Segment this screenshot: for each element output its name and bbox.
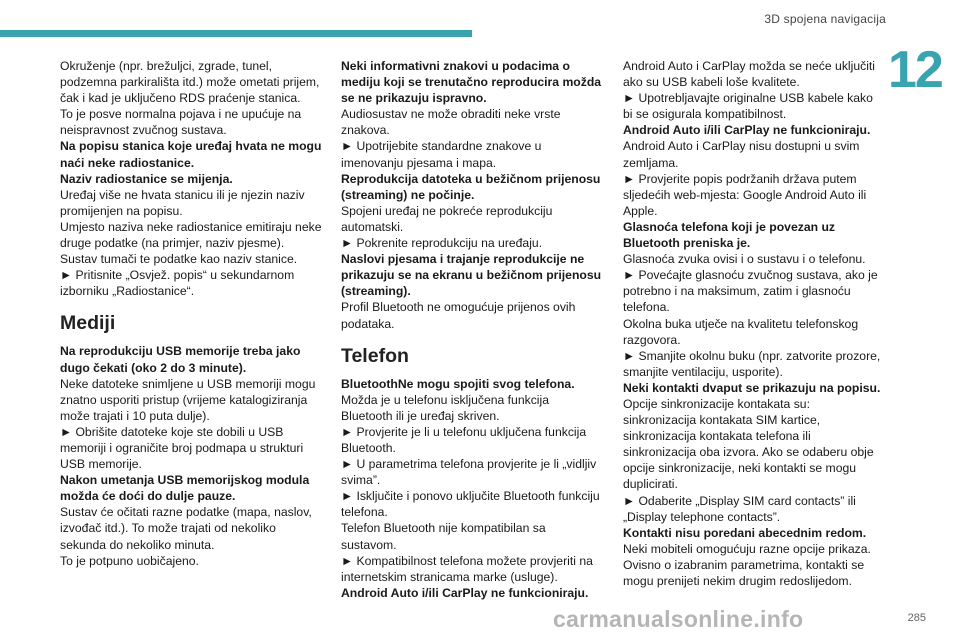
problem-heading: Neki kontakti dvaput se prikazuju na popisu. [623,380,881,395]
problem-heading: Reprodukcija datoteka u bežičnom prijenosu (streaming) ne počinje. [341,171,601,202]
body-paragraph: Neki mobiteli omogućuju razne opcije prikaza. Ovisno o izabranim parametrima, kontakti se mogu prenijeti nekim drugim redoslijedom. [623,541,871,588]
body-paragraph: ► Provjerite je li u telefonu uključena funkcija Bluetooth. [341,424,587,455]
body-paragraph: Okolna buka utječe na kvalitetu telefonskog razgovora. [623,316,859,347]
body-paragraph: ► Upotrijebite standardne znakove u imenovanju pjesama i mapa. [341,139,542,170]
section-heading: Telefon [341,344,409,367]
body-paragraph: Android Auto i CarPlay možda se neće uključiti ako su USB kabeli loše kvalitete. [623,59,876,90]
section-heading: Mediji [60,312,116,335]
section-title: 3D spojena navigacija [764,12,886,26]
watermark: carmanualsonline.info [553,606,804,632]
body-paragraph: ► Kompatibilnost telefona možete provjeriti na internetskim stranicama marke (usluge). [341,553,593,584]
body-paragraph: Telefon Bluetooth nije kompatibilan sa sustavom. [341,521,546,552]
header-accent-bar [0,30,472,37]
body-paragraph: Sustav tumači te podatke kao naziv stanice. [60,252,298,267]
body-paragraph: Možda je u telefonu isključena funkcija Bluetooth ili je uređaj skriven. [341,392,549,423]
problem-heading: Kontakti nisu poredani abecednim redom. [623,525,867,540]
body-paragraph: ► Provjerite popis podržanih država putem sljedećih web-mjesta: Google Android Auto ili Apple. [623,171,867,218]
problem-heading: Android Auto i/ili CarPlay ne funkcioniraju. [623,123,871,138]
body-paragraph: ► U parametrima telefona provjerite je li „vidljiv svima”. [341,457,597,488]
body-paragraph: ► Odaberite „Display SIM card contacts” ili „Display telephone contacts”. [623,493,856,524]
body-paragraph: Audiosustav ne može obraditi neke vrste znakova. [341,107,561,138]
problem-heading: Neki informativni znakovi u podacima o mediju koji se trenutačno reproducira možda se ne prikazuju ispravno. [341,59,602,106]
page-number: 285 [907,612,926,624]
text-column-2 [341,58,603,601]
body-paragraph: ► Obrišite datoteke koje ste dobili u USB memoriji i ograničite broj podmapa u strukturi USB memorije. [60,424,304,472]
body-paragraph: Okruženje (npr. brežuljci, zgrade, tunel, podzemna parkirališta itd.) može ometati prijem, čak i kad je uključeno RDS praćenje stanica. [60,59,320,106]
problem-heading: Glasnoća telefona koji je povezan uz Bluetooth preniska je. [623,219,835,251]
problem-heading: Naziv radiostanice se mijenja. [60,171,233,186]
problem-heading: Na popisu stanica koje uređaj hvata ne mogu naći neke radiostanice. [60,139,322,170]
problem-heading: Naslovi pjesama i trajanje reprodukcije ne prikazuju se na ekranu u bežičnom prijenosu (streaming). [341,252,602,299]
body-paragraph: ► Povećajte glasnoću zvučnog sustava, ako je potrebno i na maksimum, zatim i glasnoću telefona. [623,268,878,315]
body-paragraph: Spojeni uređaj ne pokreće reprodukciju automatski. [341,203,553,234]
text-column-1 [60,58,322,569]
body-paragraph: Profil Bluetooth ne omogućuje prijenos ovih podataka. [341,300,576,331]
body-paragraph: Neke datoteke snimljene u USB memoriji mogu znatno usporiti pristup (vrijeme katalogiziranja može trajati i 10 puta dulje). [60,376,316,423]
body-paragraph: To je potpuno uobičajeno. [60,553,199,568]
body-paragraph: ► Pritisnite „Osvjež. popis“ u sekundarnom izborniku „Radiostanice“. [60,268,295,299]
chapter-number: 12 [888,41,942,99]
body-paragraph: Umjesto naziva neke radiostanice emitiraju neke druge podatke (na primjer, naziv pjesme). [60,219,322,251]
body-paragraph: ► Upotrebljavajte originalne USB kabele kako bi se osigurala kompatibilnost. [623,91,873,122]
body-paragraph: ► Smanjite okolnu buku (npr. zatvorite prozore, smanjite ventilaciju, usporite). [623,348,881,379]
problem-heading: BluetoothNe mogu spojiti svog telefona. [341,376,575,391]
body-paragraph: Opcije sinkronizacije kontakata su: sinkronizacija kontakata SIM kartice, sinkronizacija kontakata telefona ili sinkronizacija oba izvora. Ako se odaberu obje opcije sinkronizacije, neki kontakti se mogu duplicirati. [623,396,874,492]
body-paragraph: To je posve normalna pojava i ne upućuje na neispravnost zvučnog sustava. [60,107,302,138]
body-paragraph: ► Pokrenite reprodukciju na uređaju. [341,236,543,251]
body-paragraph: Glasnoća zvuka ovisi i o sustavu i o telefonu. [623,252,866,267]
text-column-3 [623,58,885,589]
body-paragraph: Sustav će očitati razne podatke (mapa, naslov, izvođač itd.). To može trajati od nekoliko sekunda do nekoliko minuta. [60,505,312,552]
problem-heading: Na reprodukciju USB memorije treba jako dugo čekati (oko 2 do 3 minute). [60,344,301,375]
body-paragraph: ► Isključite i ponovo uključite Bluetooth funkciju telefona. [341,489,600,520]
problem-heading: Android Auto i/ili CarPlay ne funkcioniraju. [341,585,589,600]
problem-heading: Nakon umetanja USB memorijskog modula možda će doći do dulje pauze. [60,473,310,504]
body-paragraph: Uređaj više ne hvata stanicu ili je njezin naziv promijenjen na popisu. [60,187,305,218]
body-paragraph: Android Auto i CarPlay nisu dostupni u svim zemljama. [623,139,860,170]
